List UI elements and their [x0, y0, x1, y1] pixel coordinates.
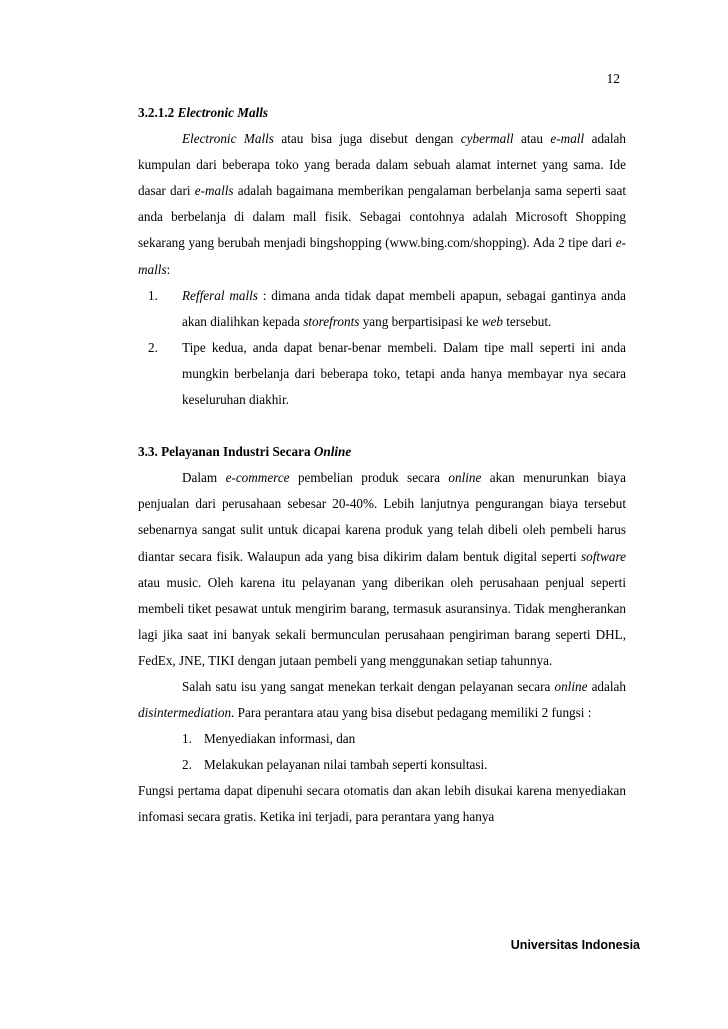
list-item-text: Melakukan pelayanan nilai tambah seperti konsultasi. [204, 757, 488, 773]
paragraph-electronic-malls [138, 126, 626, 283]
list-number: 2. [182, 757, 192, 773]
text-run: atau music. Oleh karena itu pelayanan yang diberikan oleh perusahaan penjual seperti membeli tiket pesawat untuk mengirim barang, termasuk asuransinya. Tidak mengherankan lagi jika saat ini banyak sekali bermunculan perusahaan pengiriman barang seperti DHL, FedEx, JNE, TIKI dengan jutaan pembeli yang menggunakan setiap tahunnya. [138, 574, 626, 668]
mall-types-list [138, 283, 626, 413]
paragraph-ecommerce [138, 465, 626, 674]
section-title: Electronic Malls [177, 105, 269, 120]
paragraph-disintermediation [138, 674, 626, 726]
term-software: software [581, 548, 626, 564]
list-item-text: Tipe kedua, anda dapat benar-benar membeli. Dalam tipe mall seperti ini anda mungkin berbelanja dari beberapa toko, tetapi anda hanya membayar nya secara keseluruhan diakhir. [182, 339, 626, 408]
page-number: 12 [606, 71, 620, 86]
term-electronic-malls: Electronic Malls [182, 131, 274, 147]
section-heading-pelayanan [138, 439, 626, 465]
list-item [148, 335, 626, 413]
text-run: adalah kumpulan dari beberapa toko yang berada dalam sebuah alamat internet yang sama. Ide dasar dari [138, 131, 626, 199]
term-online: online [554, 678, 588, 694]
term-e-malls: e-malls [194, 183, 234, 199]
text-run: pembelian produk secara [289, 470, 449, 486]
term-online: online [448, 470, 482, 486]
list-number: 2. [148, 339, 158, 355]
term-e-commerce: e-commerce [225, 470, 290, 486]
text-run: atau [513, 131, 551, 147]
list-item-text: Menyediakan informasi, dan [204, 731, 356, 747]
term-e-mall: e-mall [550, 131, 585, 147]
term-cybermall: cybermall [460, 131, 514, 147]
list-item [182, 752, 626, 778]
section-title: 3.3. Pelayanan Industri Secara [138, 444, 314, 460]
term-e-malls: e-malls [138, 235, 626, 277]
document-body [138, 100, 626, 831]
text-run: Dalam [182, 470, 226, 486]
text-run: akan menurunkan biaya penjualan dari perusahaan sebesar 20-40%. Lebih lanjutnya pengurangan biaya tersebut sebenarnya sangat sulit untuk dicapai karena produk yang telah dibeli oleh pembeli harus diantar secara fisik. Walaupun ada yang bisa dikirim dalam bentuk digital seperti [138, 470, 627, 564]
text-run: : dimana anda tidak dapat membeli apapun, sebagai gantinya anda akan dialihkan kepada [182, 287, 626, 329]
list-item-text [182, 283, 626, 335]
list-item [182, 726, 626, 752]
term-refferal-malls: Refferal malls [182, 287, 258, 303]
text-run: Salah satu isu yang sangat menekan terkait dengan pelayanan secara [182, 678, 555, 694]
term-storefronts: storefronts [303, 313, 360, 329]
term-web: web [481, 313, 503, 329]
section-number: 3.2.1.2 [138, 105, 175, 120]
list-item [148, 283, 626, 335]
text-run: atau bisa juga disebut dengan [273, 131, 461, 147]
list-number: 1. [148, 287, 158, 303]
text-run: . Para perantara atau yang bisa disebut pedagang memiliki 2 fungsi : [231, 705, 592, 721]
footer-university: Universitas Indonesia [510, 938, 640, 952]
text-run: adalah bagaimana memberikan pengalaman berbelanja sama seperti saat anda berbelanja di dalam mall fisik. Sebagai contohnya adalah Microsoft Shopping sekarang yang berubah menjadi bingshopping (www.bing.com/shopping). Ada 2 tipe dari [138, 183, 626, 251]
text-run: yang berpartisipasi ke [359, 313, 482, 329]
text-run: tersebut. [502, 313, 552, 329]
section-heading-electronic-malls [138, 100, 626, 126]
section-title-emphasis: Online [313, 444, 352, 460]
text-run: : [166, 261, 171, 277]
list-number: 1. [182, 731, 192, 747]
text-run: adalah [587, 678, 626, 694]
term-disintermediation: disintermediation [138, 705, 232, 721]
functions-list [138, 726, 626, 778]
paragraph-first-function: Fungsi pertama dapat dipenuhi secara otomatis dan akan lebih disukai karena menyediakan infomasi secara gratis. Ketika ini terjadi, para perantara yang hanya [138, 783, 626, 825]
